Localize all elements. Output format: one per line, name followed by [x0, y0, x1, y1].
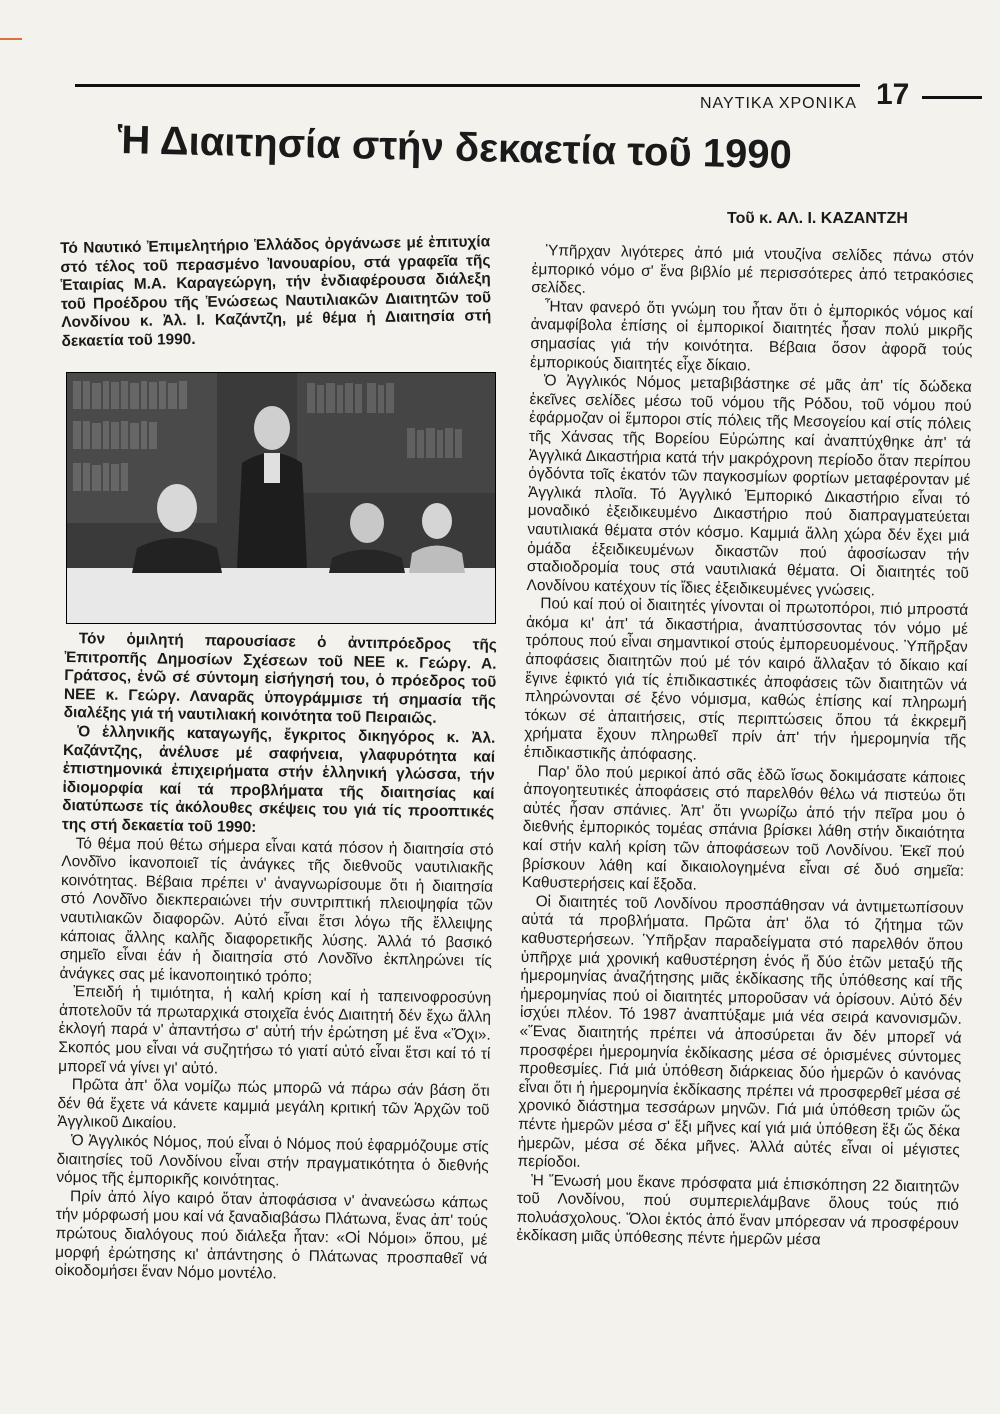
article-title: Ἡ Διαιτησία στήν δεκαετία τοῦ 1990: [117, 118, 793, 178]
left-paragraph: Πρίν ἀπό λίγο καιρό ὅταν ἀποφάσισα ν' ἀνανεώσω κάπως τήν μόρφωσή μου καί νά ξαναδιαβάσω Πλάτωνα, ἕνας ἀπ' τούς πρώτους διαλόγους πού διάλεξα ἦταν: «Οἱ Νόμοι» ὅπου, μέ μορφή ἐρώτησης κι' ἀπάντησης ὁ Πλάτωνας προσπαθεῖ νά οἰκοδομήσει ἕναν Νόμο μοντέλο.: [54, 1187, 489, 1283]
right-paragraph: Παρ' ὅλο πού μερικοί ἀπό σᾶς ἐδῶ ἴσως δοκιμάσατε κάποιες ἀπογοητευτικές ἀποφάσεις στό παρελθόν θέλω νά πιστεύω ὅτι αὐτές ἦσαν σπάνιες. Ἀπ' ὅτι γνωρίζω ἀπό τήν πεῖρα μου ὁ διεθνής ἐμπορικός τομέας σπάνια βρίσκει λάθη στήν δικαιότητα καί στήν καλή κρίση τῶν ἀποφάσεων τοῦ Λονδίνου. Ἐκεῖ πού βρίσκουν λάθη καί δικαιολογημένα εἶναι σέ δυό σημεῖα: Καθυστερήσεις καί ἔξοδα.: [521, 762, 966, 894]
event-photo: [66, 372, 496, 624]
right-paragraph: Ἦταν φανερό ὅτι γνώμη του ἦταν ὅτι ὁ ἐμπορικός νόμος καί ἀναμφίβολα ἐπίσης οἱ ἐμπορικοί διαιτητές ἦσαν πολύ μικρῆς σημασίας γιά τήν κοινότητα. Βέβαια ὅσον ἀφορᾶ τούς ἐμπορικούς διαιτητές εἶχε δίκαιο.: [529, 297, 974, 375]
caption-paragraph-1: Τόν ὁμιλητή παρουσίασε ὁ ἀντιπρόεδρος τῆς Ἐπιτροπῆς Δημοσίων Σχέσεων τοῦ ΝΕΕ κ. Γεώργ. Α. Γράτσος, ἐνῶ σέ σύντομη εἰσήγησή του, ὁ πρόεδρος τοῦ ΝΕΕ κ. Γεώργ. Λαναρᾶς ὑπογράμμισε τή σημασία τῆς διαλέξης γιά τή ναυτιλιακή κοινότητα τοῦ Πειραιῶς.: [63, 630, 497, 728]
photo-illustration: [67, 373, 495, 623]
caption-paragraph-2: Ὁ ἑλληνικῆς καταγωγῆς, ἔγκριτος δικηγόρος κ. Ἀλ. Καζάντζης, ἀνέλυσε μέ σαφήνεια, γλαφυρότητα καί ἐπιστημονικά ἐπιχειρήματα στήν ἑλληνική γλώσσα, τήν ἰδιομορφία καί τά προβλήματα τῆς διαιτησίας καί διατύπωσε τίς ἀκόλουθες σκέψεις του γιά τίς προοπτικές της στή δεκαετία τοῦ 1990:: [61, 723, 496, 836]
right-paragraph: Ἡ Ἕνωσή μου ἔκανε πρόσφατα μιά ἐπισκόπηση 22 διαιτητῶν τοῦ Λονδίνου, πού συμπεριελάμβανε ὅλους τούς πιό πολυάσχολους. Ὅλοι ἐκτός ἀπό ἕναν μπόρεσαν νά προσφέρουν ἐκδίκαση μιᾶς ὑπόθεσης πέντε ἡμερῶν μέσα: [516, 1171, 960, 1250]
right-paragraph: Ὁ Ἀγγλικός Νόμος μεταβιβάστηκε σέ μᾶς ἀπ' τίς δώδεκα ἐκεῖνες σελίδες μέσω τοῦ νόμου τῆς Ρόδου, τοῦ νόμου πού ἐφάρμοζαν οἱ ἔμποροι στίς πόλεις τῆς Μεσογείου καί στίς πόλεις τῆς Χάνσας τῆς Βορείου Εὐρώπης καί ἀναπτύχθηκε ἀπ' τά Ἀγγλικά Δικαστήρια κατά τήν μακρόχρονη περίοδο ὅταν περίπου ὀγδόντα τοῖς ἑκατόν τῶν παγκοσμίων φορτίων μεταφέρονταν μέ Ἀγγλικά πλοῖα. Τό Ἀγγλικό Ἐμπορικό Δικαστήριο εἶναι τό μοναδικό ἐξειδικευμένο Δικαστήριο πού διαπραγματεύεται ναυτιλιακά θέματα στόν κόσμο. Καμμιά ἄλλη χώρα δέν ἔχει μιά ὁμάδα ἐξειδικευμένων δικαστῶν πού ἀφοσίωσαν τήν σταδιοδρομία τους στά ναυτιλιακά θέματα. Οἱ διαιτητές τοῦ Λονδίνου κατέχουν τίς ἴδιες ἐξειδικευμένες γνώσεις.: [526, 372, 972, 600]
running-head: ΝΑΥΤΙΚΑ ΧΡΟΝΙΚΑ: [700, 95, 857, 112]
right-paragraph: Πού καί πού οἱ διαιτητές γίνονται οἱ πρωτοπόροι, πιό μπροστά ἀκόμα κι' ἀπ' τά δικαστήρια, ἀναπτύσσοντας τόν νόμο μέ τρόπους πού εἶναι σημαντικοί στούς ἐμπορευομένους. Ὑπῆρξαν ἀποφάσεις διαιτητῶν πού μέ τόν καιρό ἄλλαξαν τό δίκαιο καί ἔγινε ἐφικτό γιά τίς ἐπιδικαστικές ἀποφάσεις τῶν διαιτητῶν νά πληρώνονται σέ ξένο νόμισμα, καθώς ἐπίσης καί πληρωμή τόκων σέ ἀπαιτήσεις, στίς περιπτώσεις ὅπου τά ἐκκρεμῆ χρήματα ἔχουν πληρωθεῖ πρίν ἀπ' τήν ἡμερομηνία τῆς ἐπιδικαστικῆς ἀπόφασης.: [523, 595, 969, 764]
left-paragraph: Πρῶτα ἀπ' ὅλα νομίζω πώς μπορῶ νά πάρω σάν βάση ὅτι δέν θά ἔχετε νά κάνετε καμμιά μεγάλη κριτική τῶν Ἀρχῶν τοῦ Ἀγγλικοῦ Δικαίου.: [57, 1076, 490, 1133]
margin-mark: [0, 38, 22, 40]
right-paragraph: Ὑπῆρχαν λιγότερες ἀπό μιά ντουζίνα σελίδες πάνω στόν ἐμπορικό νόμο σ' ἕνα βιβλίο μέ περισσότερες ἀπό τετρακόσιες σελίδες.: [531, 242, 974, 298]
header-rule-right: [922, 96, 982, 99]
intro-block: [60, 233, 492, 351]
intro-paragraph: Τό Ναυτικό Ἐπιμελητήριο Ἑλλάδος ὀργάνωσε μέ ἐπιτυχία στό τέλος τοῦ περασμένο Ἰανουαρίου, στά γραφεῖα τῆς Ἑταιρίας Μ.Α. Καραγεώργη, τήν ἐνδιαφέρουσα διάλεξη τοῦ Προέδρου τῆς Ἑνώσεως Ναυτιλιακῶν Διαιτητῶν τοῦ Λονδίνου κ. Ἀλ. Ι. Καζάντζη, μέ θέμα ἡ Διαιτησία στή δεκαετία τοῦ 1990.: [60, 233, 492, 350]
right-column: [516, 242, 974, 1253]
page-number: 17: [876, 78, 910, 111]
header-rule-left: [75, 84, 860, 87]
byline: Τοῦ κ. ΑΛ. Ι. ΚΑΖΑΝΤΖΗ: [727, 210, 908, 227]
right-paragraph: Οἱ διαιτητές τοῦ Λονδίνου προσπάθησαν νά ἀντιμετωπίσουν αὐτά τά προβλήματα. Πρῶτα ἀπ' ὅλα τό ζήτημα τῶν καθυστερήσεων. Ὑπῆρξαν παραδείγματα στό παρελθόν ὅπου ὑπῆρχε μιά χρονική καθυστέρηση ἑνός ἤ δύο ἐτῶν μεταξύ τῆς ἡμερομηνίας ἀναζήτησης μιᾶς ἐκδίκασης τῆς ὑπόθεσης καί τῆς ἡμερομηνίας πού οἱ διαιτητές μποροῦσαν νά ὁρίσουν. Αὐτό δέν ἰσχύει πλέον. Τό 1987 ἀναπτύξαμε μιά νέα σειρά κανονισμῶν. «Ἕνας διαιτητής πρέπει νά ἀποσύρεται ἄν δέν μπορεῖ νά προσφέρει ἡμερομηνία ἐκδίκασης μέσα σέ ὁρισμένες σύντομες προθεσμίες. Γιά μιά ὑπόθεση διάρκειας δύο ἡμερῶν ὁ κανόνας εἶναι ὅτι ἡ ἡμερομηνία ἐκδίκασης πρέπει νά προσφερθεῖ μέσα σέ χρονικό διάστημα τεσσάρων μηνῶν. Γιά μιά ὑπόθεση τριῶν ὥς πέντε ἡμερῶν μέσα σ' ἕξι μῆνες καί γιά μιά ὑπόθεση ἕξι ὥς δέκα ἡμερῶν, μέσα σέ δέκα μῆνες. Ἀλλά αὐτές εἶναι οἱ μέγιστες περίοδοι.: [517, 892, 964, 1171]
left-paragraph: Τό θέμα πού θέτω σήμερα εἶναι κατά πόσον ἡ διαιτησία στό Λονδῖνο ἱκανοποιεῖ τίς ἀνάγκες τῆς διεθνοῦς ναυτιλιακῆς κοινότητας. Βέβαια πρέπει ν' ἀναγνωρίσουμε ὅτι ἡ διαιτησία στό Λονδῖνο διεκπεραιώνει τήν συντριπτική πλειοψηφία τῶν ναυτιλιακῶν διαφορῶν. Αὐτό εἶναι ἔτσι λόγω τῆς ἔλλειψης κάποιας ἄλλης καλῆς διαφορετικῆς λύσης. Ἀλλά τό βασικό σημεῖο εἶναι ἐάν ἡ διαιτησία στό Λονδῖνο ἐκπληρώνει τίς ἀνάγκες σας μέ ἱκανοποιητικό τρόπο;: [59, 834, 494, 986]
left-column: [55, 630, 497, 1287]
left-paragraph: Ἐπειδή ἡ τιμιότητα, ἡ καλή κρίση καί ἡ ταπεινοφροσύνη ἀποτελοῦν τά πρωταρχικά στοιχεῖα ἑνός Διαιτητή δέν ἔχω ἄλλη ἐκλογή παρά ν' ἀπαντήσω σ' αὐτή τήν ἐρώτηση μέ ἕνα «Ὄχι». Σκοπός μου εἶναι νά συζητήσω τό γιατί αὐτό εἶναι ἔτσι καί τό τί μπορεῖ νά γίνει γι' αὐτό.: [58, 983, 492, 1078]
left-paragraph: Ὁ Ἀγγλικός Νόμος, πού εἶναι ὁ Νόμος πού ἐφαρμόζουμε στίς διαιτησίες τοῦ Λονδίνου εἶναι στήν πραγματικότητα ὁ διεθνής νόμος τῆς ἐμπορικῆς κοινότητας.: [56, 1132, 490, 1190]
